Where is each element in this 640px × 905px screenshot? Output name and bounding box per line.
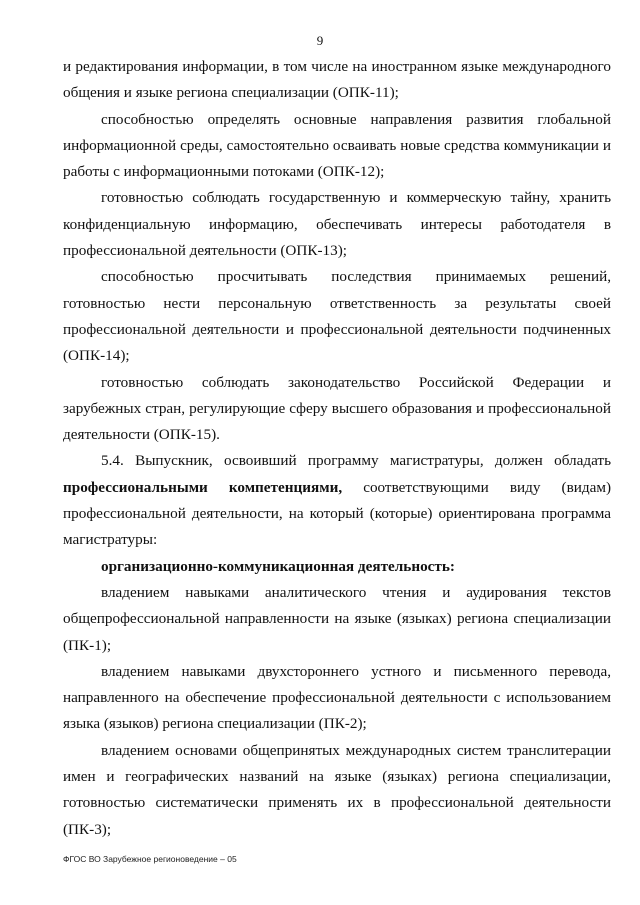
paragraph-5-4-intro: 5.4. Выпускник, освоивший программу магистратуры, должен обладать [101,452,611,470]
section-heading-text: организационно-коммуникационная деятельность: [101,557,455,575]
paragraph-5-4-bold: профессиональными компетенциями, [63,478,343,496]
paragraph-opk-14: способностью просчитывать последствия принимаемых решений, готовностью нести персональную ответственность за результаты своей профессиональной деятельности и профессиональной деятельности подчиненных (ОПК-14); [63,268,611,365]
paragraph-opk-13: готовностью соблюдать государственную и коммерческую тайну, хранить конфиденциальную информацию, обеспечивать интересы работодателя в профессиональной деятельности (ОПК-13); [63,189,611,260]
paragraph-opk-11: и редактирования информации, в том числе на иностранном языке международного общения и языке региона специализации (ОПК-11); [63,58,611,102]
paragraph-5-4 [63,448,611,553]
page-footer: ФГОС ВО Зарубежное регионоведение – 05 [63,854,237,864]
document-body [63,54,611,843]
section-heading [63,554,611,580]
paragraph-opk-15: готовностью соблюдать законодательство Российской Федерации и зарубежных стран, регулирующие сферу высшего образования и профессиональной деятельности (ОПК-15). [63,373,611,444]
paragraph-pk-2: владением навыками двухстороннего устного и письменного перевода, направленного на обеспечение профессиональной деятельности с использованием языка (языков) региона специализации (ПК-2); [63,662,611,733]
paragraph-5-4-rest: соответствующими виду (видам) профессиональной деятельности, на который (которые) ориентирована программа магистратуры: [63,478,612,549]
paragraph-pk-1: владением навыками аналитического чтения и аудирования текстов общепрофессиональной направленности на языке (языках) региона специализации (ПК-1); [63,583,611,654]
paragraph-opk-12: способностью определять основные направления развития глобальной информационной среды, самостоятельно осваивать новые средства коммуникации и работы с информационными потоками (ОПК-12); [63,110,611,181]
page-number: 9 [316,33,324,48]
paragraph-pk-3: владением основами общепринятых международных систем транслитерации имен и географических названий на языке (языках) региона специализации, готовностью систематически применять их в профессиональной деятельности (ПК-3); [63,741,611,838]
